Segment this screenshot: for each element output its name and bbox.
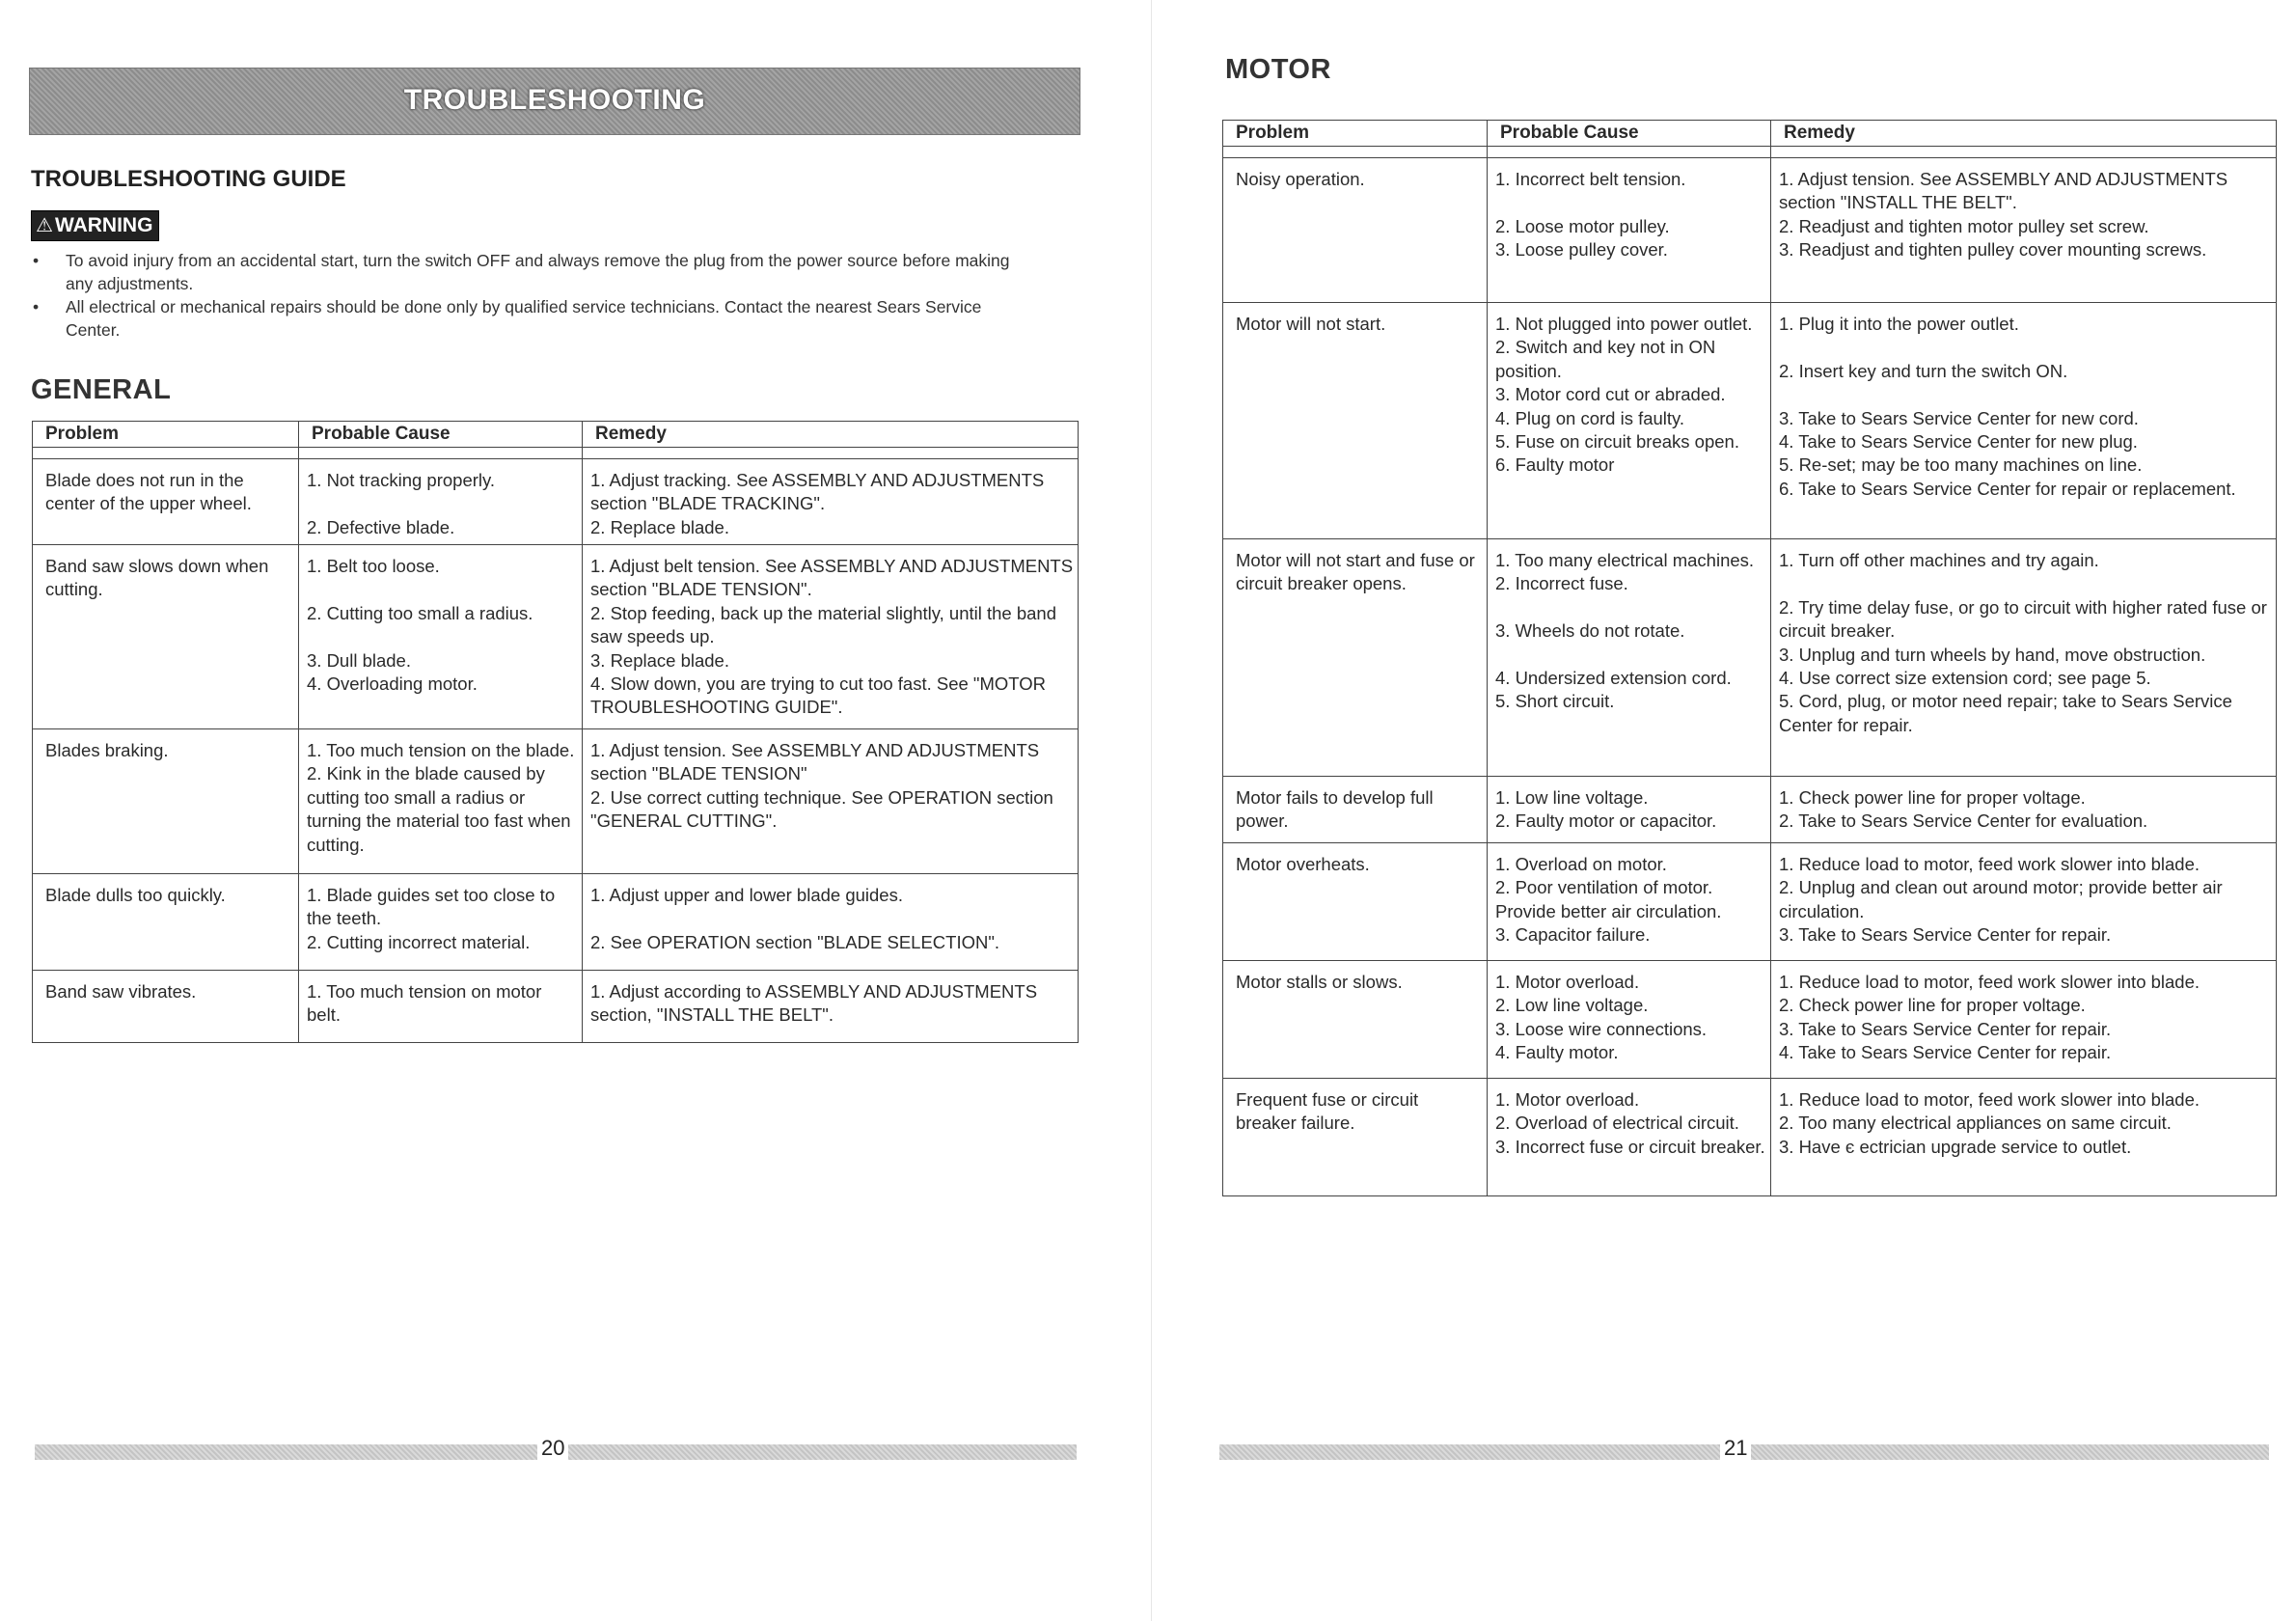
cause-cell [1488, 777, 1771, 843]
cause-cell [299, 459, 583, 545]
remedy-item: 5. Cord, plug, or motor need repair; take to Sears Service Center for repair. [1779, 691, 2232, 735]
page-number: 21 [1720, 1436, 1751, 1461]
table-row [1223, 158, 2277, 303]
cause-item: 2. Low line voltage. [1495, 995, 1649, 1016]
cause-item: 6. Faulty motor [1495, 454, 1615, 476]
cause-item: 2. Switch and key not in ON position. [1495, 337, 1716, 381]
cause-item: 1. Motor overload. [1495, 972, 1640, 992]
remedy-item: 1. Check power line for proper voltage. [1779, 787, 2086, 808]
remedy-item: 4. Take to Sears Service Center for new plug. [1779, 431, 2138, 452]
problem-cell: Noisy operation. [1223, 158, 1488, 303]
table-row [1223, 539, 2277, 777]
cause-item [307, 578, 578, 601]
motor-heading: MOTOR [1225, 54, 1331, 85]
remedy-cell [1771, 843, 2277, 961]
guide-heading: TROUBLESHOOTING GUIDE [31, 166, 346, 192]
cause-item: 1. Too much tension on motor belt. [307, 981, 542, 1026]
remedy-item [1779, 383, 2272, 406]
page-gutter [1151, 0, 1152, 1621]
warning-label: WARNING [54, 214, 153, 236]
table-row [33, 545, 1079, 729]
remedy-item: 1. Adjust tension. See ASSEMBLY AND ADJUSTMENTS section "BLADE TENSION" [590, 740, 1040, 784]
remedy-item: 1. Reduce load to motor, feed work slower into blade. [1779, 1089, 2200, 1110]
remedy-item: 3. Take to Sears Service Center for repair. [1779, 1018, 2112, 1039]
cause-cell [1488, 1079, 1771, 1196]
remedy-item: 2. See OPERATION section "BLADE SELECTION". [590, 931, 1000, 952]
cause-item: 4. Plug on cord is faulty. [1495, 407, 1685, 428]
remedy-item: 3. Unplug and turn wheels by hand, move obstruction. [1779, 644, 2206, 665]
page-number: 20 [537, 1436, 568, 1461]
problem-cell: Motor overheats. [1223, 843, 1488, 961]
cause-item: 2. Poor ventilation of motor. Provide better air circulation. [1495, 877, 1722, 921]
remedy-item: 2. Use correct cutting technique. See OPERATION section "GENERAL CUTTING". [590, 786, 1053, 832]
col-header-remedy: Remedy [583, 422, 1079, 448]
cause-item: 4. Undersized extension cord. [1495, 668, 1732, 688]
table-header-row [33, 422, 1079, 448]
problem-cell: Band saw vibrates. [33, 971, 299, 1043]
cause-item: 1. Too much tension on the blade. [307, 740, 575, 760]
banner-title: TROUBLESHOOTING [403, 84, 706, 116]
remedy-item: 3. Replace blade. [590, 649, 729, 671]
remedy-item: 4. Take to Sears Service Center for repair. [1779, 1042, 2112, 1063]
problem-cell: Band saw slows down when cutting. [33, 545, 299, 729]
general-troubleshooting-table [32, 421, 1079, 1043]
table-row [1223, 1079, 2277, 1196]
remedy-item: 1. Adjust upper and lower blade guides. [590, 885, 903, 905]
cause-item: 1. Blade guides set too close to the teeth. [307, 885, 556, 929]
cause-cell [299, 545, 583, 729]
remedy-item: 3. Take to Sears Service Center for repair. [1779, 924, 2112, 946]
cause-item: 5. Fuse on circuit breaks open. [1495, 431, 1739, 453]
cause-item: 1. Low line voltage. [1495, 787, 1649, 808]
remedy-item: 1. Adjust according to ASSEMBLY AND ADJUSTMENTS section, "INSTALL THE BELT". [590, 981, 1038, 1026]
cause-item: 1. Not tracking properly. [307, 470, 496, 490]
remedy-cell [1771, 539, 2277, 777]
cause-item [1495, 644, 1766, 667]
remedy-item: 1. Adjust tracking. See ASSEMBLY AND ADJUSTMENTS section "BLADE TRACKING". [590, 470, 1045, 514]
col-header-problem: Problem [1223, 121, 1488, 147]
cause-item: 3. Incorrect fuse or circuit breaker. [1495, 1136, 1765, 1157]
remedy-item [1779, 336, 2272, 359]
cause-item [1495, 596, 1766, 619]
remedy-cell [1771, 961, 2277, 1079]
cause-item: 2. Defective blade. [307, 516, 455, 537]
problem-cell: Motor will not start and fuse or circuit breaker opens. [1223, 539, 1488, 777]
warning-bullet: • All electrical or mechanical repairs should be done only by qualified service technicians. Contact the nearest Sears Service Center. [33, 297, 982, 340]
remedy-item [1779, 572, 2272, 595]
remedy-item: 2. Take to Sears Service Center for evaluation. [1779, 810, 2148, 832]
col-header-cause: Probable Cause [299, 422, 583, 448]
remedy-item: 1. Reduce load to motor, feed work slower into blade. [1779, 854, 2200, 874]
general-heading: GENERAL [31, 374, 172, 405]
remedy-cell [1771, 303, 2277, 539]
cause-cell [299, 729, 583, 874]
remedy-item: 1. Reduce load to motor, feed work slower into blade. [1779, 972, 2200, 992]
cause-item: 1. Incorrect belt tension. [1495, 169, 1686, 189]
remedy-cell [1771, 1079, 2277, 1196]
problem-cell: Motor stalls or slows. [1223, 961, 1488, 1079]
problem-cell: Blades braking. [33, 729, 299, 874]
cause-item: 2. Overload of electrical circuit. [1495, 1113, 1739, 1134]
cause-cell [1488, 303, 1771, 539]
bullet-icon: • [33, 251, 40, 270]
cause-item: 4. Overloading motor. [307, 673, 478, 694]
cause-item: 4. Faulty motor. [1495, 1042, 1619, 1063]
col-header-cause: Probable Cause [1488, 121, 1771, 147]
remedy-item: 4. Use correct size extension cord; see page 5. [1779, 668, 2151, 689]
cause-item: 2. Faulty motor or capacitor. [1495, 810, 1717, 832]
cause-item: 1. Belt too loose. [307, 556, 440, 576]
problem-cell: Frequent fuse or circuit breaker failure. [1223, 1079, 1488, 1196]
table-row [1223, 961, 2277, 1079]
table-row [33, 729, 1079, 874]
problem-cell: Motor will not start. [1223, 303, 1488, 539]
remedy-item: 2. Replace blade. [590, 516, 729, 537]
col-header-remedy: Remedy [1771, 121, 2277, 147]
remedy-item: 2. Check power line for proper voltage. [1779, 995, 2086, 1016]
remedy-item: 2. Try time delay fuse, or go to circuit with higher rated fuse or circuit breaker. [1779, 596, 2267, 642]
cause-item: 3. Loose pulley cover. [1495, 239, 1668, 261]
remedy-item: 3. Readjust and tighten pulley cover mounting screws. [1779, 239, 2207, 261]
motor-troubleshooting-table [1222, 120, 2277, 1196]
cause-cell [1488, 961, 1771, 1079]
cause-item: 3. Capacitor failure. [1495, 924, 1651, 946]
cause-item [1495, 191, 1766, 214]
warning-bullet: • To avoid injury from an accidental start, turn the switch OFF and always remove the plug from the power source before making any adjustments. [33, 251, 1010, 293]
bullet-icon: • [33, 297, 40, 316]
cause-item: 1. Too many electrical machines. [1495, 550, 1755, 570]
remedy-item: 2. Unplug and clean out around motor; provide better air circulation. [1779, 877, 2223, 921]
cause-item: 1. Overload on motor. [1495, 854, 1667, 874]
cause-item: 1. Not plugged into power outlet. [1495, 314, 1753, 334]
table-row [33, 874, 1079, 971]
cause-item: 3. Loose wire connections. [1495, 1018, 1708, 1039]
table-row [1223, 303, 2277, 539]
remedy-cell [1771, 777, 2277, 843]
remedy-cell [583, 971, 1079, 1043]
remedy-item: 5. Re-set; may be too many machines on line. [1779, 454, 2143, 476]
remedy-item: 1. Turn off other machines and try again. [1779, 550, 2099, 570]
warning-triangle-icon: ⚠ [36, 215, 53, 236]
warning-bullets [31, 249, 1025, 342]
cause-item: 2. Incorrect fuse. [1495, 573, 1628, 594]
cause-item [307, 492, 578, 515]
remedy-item: 3. Take to Sears Service Center for new cord. [1779, 407, 2139, 428]
remedy-cell [583, 729, 1079, 874]
remedy-item: 6. Take to Sears Service Center for repair or replacement. [1779, 478, 2236, 499]
troubleshooting-banner [29, 68, 1080, 135]
problem-cell: Blade dulls too quickly. [33, 874, 299, 971]
cause-item: 3. Motor cord cut or abraded. [1495, 384, 1726, 405]
cause-item: 3. Dull blade. [307, 649, 411, 671]
col-header-problem: Problem [33, 422, 299, 448]
problem-cell: Motor fails to develop full power. [1223, 777, 1488, 843]
cause-item: 2. Cutting incorrect material. [307, 931, 531, 952]
remedy-item: 2. Readjust and tighten motor pulley set screw. [1779, 215, 2149, 236]
remedy-item: 2. Stop feeding, back up the material slightly, until the band saw speeds up. [590, 602, 1057, 647]
cause-item: 2. Kink in the blade caused by cutting too small a radius or turning the material too fast when cutting. [307, 763, 571, 855]
cause-cell [299, 874, 583, 971]
remedy-item: 2. Insert key and turn the switch ON. [1779, 360, 2068, 381]
cause-cell [1488, 539, 1771, 777]
remedy-cell [583, 874, 1079, 971]
cause-item: 5. Short circuit. [1495, 691, 1615, 712]
table-header-row [1223, 121, 2277, 147]
table-row [1223, 843, 2277, 961]
remedy-item: 1. Adjust belt tension. See ASSEMBLY AND ADJUSTMENTS section "BLADE TENSION". [590, 556, 1074, 600]
cause-item: 2. Loose motor pulley. [1495, 215, 1670, 236]
cause-cell [1488, 843, 1771, 961]
remedy-item: 1. Adjust tension. See ASSEMBLY AND ADJUSTMENTS section "INSTALL THE BELT". [1779, 169, 2228, 213]
cause-cell [1488, 158, 1771, 303]
remedy-item: 2. Too many electrical appliances on same circuit. [1779, 1113, 2172, 1134]
cause-item: 2. Cutting too small a radius. [307, 602, 533, 623]
table-row [1223, 777, 2277, 843]
cause-item: 3. Wheels do not rotate. [1495, 620, 1685, 642]
warning-badge [31, 210, 159, 241]
cause-item: 1. Motor overload. [1495, 1089, 1640, 1110]
problem-cell: Blade does not run in the center of the upper wheel. [33, 459, 299, 545]
remedy-cell [583, 459, 1079, 545]
cause-cell [299, 971, 583, 1043]
remedy-cell [1771, 158, 2277, 303]
remedy-item: 3. Have є ectrician upgrade service to outlet. [1779, 1136, 2132, 1157]
remedy-cell [583, 545, 1079, 729]
remedy-item [590, 907, 1074, 930]
cause-item [307, 625, 578, 648]
remedy-item: 4. Slow down, you are trying to cut too fast. See "MOTOR TROUBLESHOOTING GUIDE". [590, 673, 1047, 718]
table-row [33, 459, 1079, 545]
remedy-item: 1. Plug it into the power outlet. [1779, 314, 2019, 334]
table-row [33, 971, 1079, 1043]
